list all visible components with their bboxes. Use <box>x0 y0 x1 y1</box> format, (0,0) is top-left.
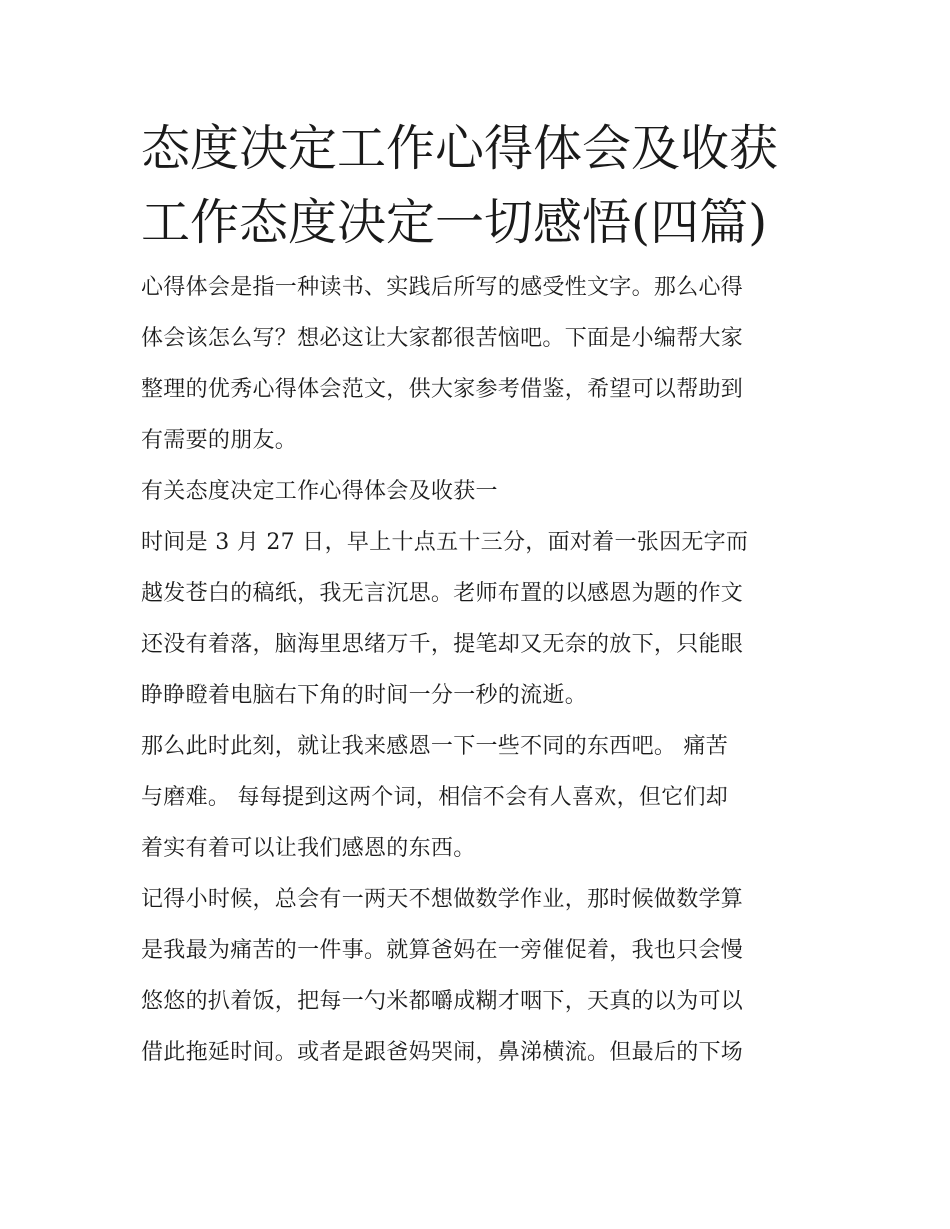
text-line: 悠悠的扒着饭，把每一勺米都嚼成糊才咽下，天真的以为可以 <box>141 989 744 1014</box>
text-line: 还没有着落，脑海里思绪万千，提笔却又无奈的放下，只能眼 <box>141 632 744 657</box>
text-line: 着实有着可以让我们感恩的东西。 <box>141 836 476 861</box>
text-line: 体会该怎么写？想必这让大家都很苦恼吧。下面是小编帮大家 <box>141 326 744 351</box>
text-line: 记得小时候，总会有一两天不想做数学作业，那时候做数学算 <box>141 887 744 912</box>
intro-paragraph <box>141 262 813 466</box>
text-line: 心得体会是指一种读书、实践后所写的感受性文字。那么心得 <box>141 275 744 300</box>
document-body <box>141 262 813 1078</box>
paragraph-2 <box>141 721 813 874</box>
text-line: 借此拖延时间。或者是跟爸妈哭闹，鼻涕横流。但最后的下场 <box>141 1040 744 1065</box>
text-line: 那么此时此刻，就让我来感恩一下一些不同的东西吧。 痛苦 <box>141 734 729 759</box>
paragraph-3 <box>141 874 813 1078</box>
text-line: 越发苍白的稿纸，我无言沉思。老师布置的以感恩为题的作文 <box>141 581 744 606</box>
text-line: 有需要的朋友。 <box>141 428 298 453</box>
document-page <box>141 112 813 1078</box>
text-line: 有关态度决定工作心得体会及收获一 <box>141 479 498 504</box>
paragraph-1 <box>141 517 813 721</box>
document-title-line-2: 工作态度决定一切感悟(四篇) <box>141 194 768 251</box>
text-line: 时间是 3 月 27 日，早上十点五十三分，面对着一张因无字而 <box>141 530 749 555</box>
text-line: 与磨难。 每每提到这两个词，相信不会有人喜欢，但它们却 <box>141 785 729 810</box>
text-line: 是我最为痛苦的一件事。就算爸妈在一旁催促着，我也只会慢 <box>141 938 744 963</box>
document-title-line-1: 态度决定工作心得体会及收获 <box>141 120 779 177</box>
text-line: 睁睁瞪着电脑右下角的时间一分一秒的流逝。 <box>141 683 588 708</box>
section-heading <box>141 466 813 517</box>
text-line: 整理的优秀心得体会范文，供大家参考借鉴，希望可以帮助到 <box>141 377 744 402</box>
